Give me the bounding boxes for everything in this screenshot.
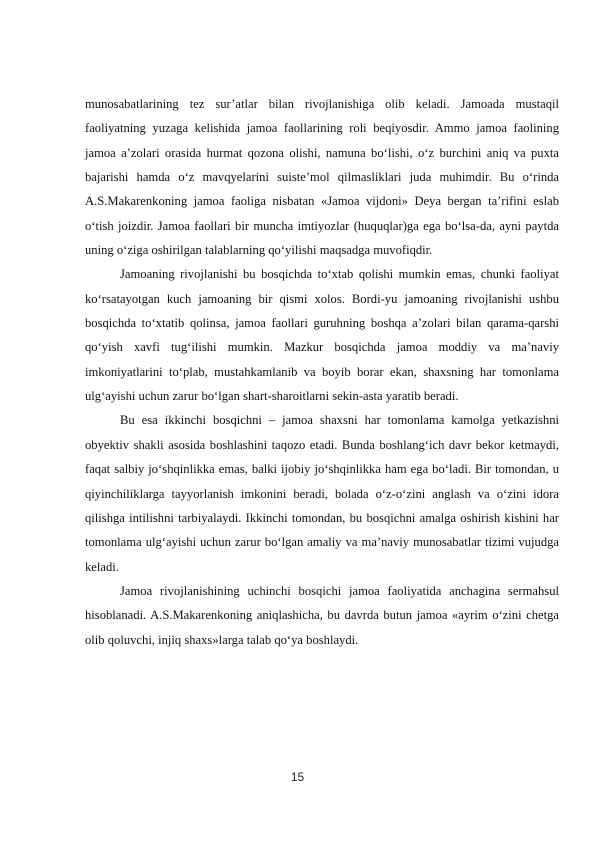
paragraph-1: munosabatlarining tez sur’atlar bilan rivojlanishiga olib keladi. Jamoada mustaqil faoliyatning yuzaga kelishida jamoa faollarining roli beqiyosdir. Ammo jamoa faolining jamoa a’zolari orasida hurmat qozona olishi, namuna bo‘lishi, o‘z burchini aniq va puxta bajarishi hamda o‘z mavqyelarini suiste’mol qilmasliklari juda muhimdir. Bu o‘rinda A.S.Makarenkoning jamoa faoliga nisbatan «Jamoa vijdoni» Deya bergan ta’rifini eslab o‘tish joizdir. Jamoa faollari bir muncha imtiyozlar (huquqlar)ga ega bo‘lsa-da, ayni paytda uning o‘ziga oshirilgan talablarning qo‘yilishi maqsadga muvofiqdir.	[85, 97, 559, 258]
paragraph-4: Jamoa rivojlanishining uchinchi bosqichi jamoa faoliyatida anchagina sermahsul hisoblanadi. A.S.Makarenkoning aniqlashicha, bu davrda butun jamoa «ayrim o‘zini chetga olib qoluvchi, injiq shaxs»larga talab qo‘ya boshlaydi.	[85, 583, 559, 647]
paragraph-3: Bu esa ikkinchi bosqichni – jamoa shaxsni har tomonlama kamolga yetkazishni obyektiv shakli asosida boshlashini taqozo etadi. Bunda boshlang‘ich davr bekor ketmaydi, faqat salbiy jo‘shqinlikka emas, balki ijobiy jo‘shqinlikka ham ega bo‘ladi. Bir tomondan, u qiyinchiliklarga tayyorlanish imkonini beradi, bolada o‘z-o‘zini anglash va o‘zini idora qilishga intilishni tarbiyalaydi. Ikkinchi tomondan, bu bosqichni amalga oshirish kishini har tomonlama ulg‘ayishi uchun zarur bo‘lgan amaliy va ma’naviy munosabatlar tizimi vujudga keladi.	[85, 413, 559, 574]
page-number: 15	[290, 770, 305, 784]
document-body	[85, 92, 559, 652]
paragraph-2: Jamoaning rivojlanishi bu bosqichda to‘xtab qolishi mumkin emas, chunki faoliyat ko‘rsatayotgan kuch jamoaning bir qismi xolos. Bordi-yu jamoaning rivojlanishi ushbu bosqichda to‘xtatib qolinsa, jamoa faollari guruhning boshqa a’zolari bilan qarama-qarshi qo‘yish xavfi tug‘ilishi mumkin. Mazkur bosqichda jamoa moddiy va ma’naviy imkoniyatlarini to‘plab, mustahkamlanib va boyib borar ekan, shaxsning har tomonlama ulg‘ayishi uchun zarur bo‘lgan shart-sharoitlarni sekin-asta yaratib beradi.	[85, 267, 559, 404]
